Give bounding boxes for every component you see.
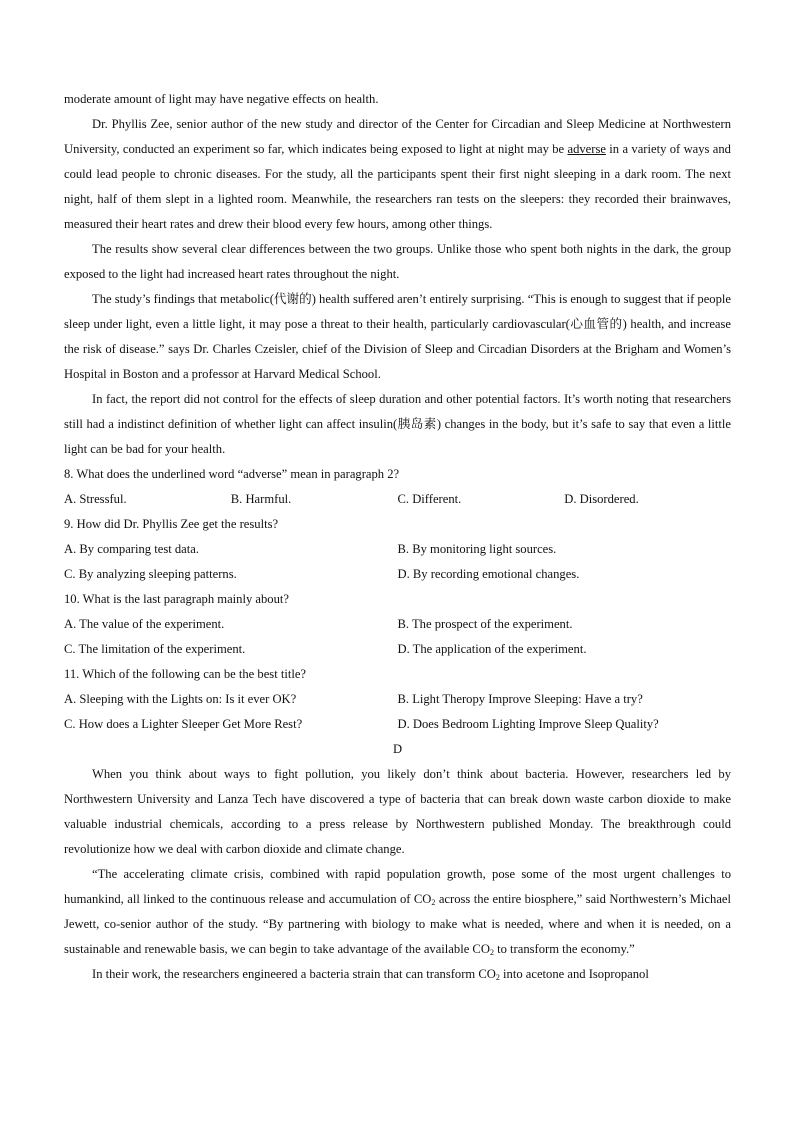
paragraph-d-3 [64,962,731,987]
paragraph-c-4: In fact, the report did not control for the effects of sleep duration and other potential factors. It’s worth noting that researchers still had a indistinct definition of whether light can affect insulin(胰岛素) changes in the body, but it’s safe to say that even a little light can be bad for your health. [64,392,731,456]
question-11-option-b: B. Light Theropy Improve Sleeping: Have a try? [397,692,643,706]
underlined-word: adverse [567,142,606,156]
question-11-options-row1 [64,687,731,712]
subscript-2: 2 [489,948,494,957]
question-10-option-b: B. The prospect of the experiment. [397,617,573,631]
paragraph-d-2-text-c: to transform the economy.” [493,942,635,956]
question-10-stem: 10. What is the last paragraph mainly about? [64,592,289,606]
question-8-options [64,487,731,512]
question-8-option-a: A. Stressful. [64,492,127,506]
question-11-option-a: A. Sleeping with the Lights on: Is it ever OK? [64,692,297,706]
question-11-option-c: C. How does a Lighter Sleeper Get More Rest? [64,717,303,731]
subscript-2: 2 [431,898,436,907]
question-8-option-c: C. Different. [397,492,462,506]
paragraph-d-3-text-a: In their work, the researchers engineered a bacteria strain that can transform CO [92,967,496,981]
paragraph-c-1-text-a: Dr. Phyllis Zee, senior author of the new study and director of the Center for Circadian and Sleep Medicine at Northwestern University, conducted an experiment so far, which indicates being exposed to light at night may be [64,117,731,156]
paragraph-c-3: The study’s findings that metabolic(代谢的) health suffered aren’t entirely surprising. “This is enough to suggest that if people sleep under light, even a little light, it may pose a threat to their health, particularly cardiovascular(心血管的) health, and increase the risk of disease.” says Dr. Charles Czeisler, chief of the Division of Sleep and Circadian Disorders at the Brigham and Women’s Hospital in Boston and a professor at Harvard Medical School. [64,292,731,381]
question-8-option-d: D. Disordered. [564,492,639,506]
paragraph-d-1: When you think about ways to fight pollution, you likely don’t think about bacteria. However, researchers led by Northwestern University and Lanza Tech have discovered a type of bacteria that can break down waste carbon dioxide to make valuable industrial chemicals, according to a press release by Northwestern published Monday. The breakthrough could revolutionize how we deal with carbon dioxide and climate change. [64,767,731,856]
question-10-option-c: C. The limitation of the experiment. [64,642,246,656]
question-8-stem: 8. What does the underlined word “adverse” mean in paragraph 2? [64,467,400,481]
question-9-option-d: D. By recording emotional changes. [397,567,580,581]
question-9-options-row2 [64,562,731,587]
question-11-options-row2 [64,712,731,737]
question-9-stem: 9. How did Dr. Phyllis Zee get the results? [64,517,279,531]
paragraph-d-2 [64,862,731,962]
paragraph-d-2-text-b: across the entire biosphere,” said Northwestern’s Michael Jewett, co-senior author of the study. “By partnering with biology to make what is needed, where and when it is needed, on a sustainable and renewable basis, we can begin to take advantage of the available CO [64,892,731,956]
question-10-options-row2 [64,637,731,662]
paragraph-c-2: The results show several clear differences between the two groups. Unlike those who spent both nights in the dark, the group exposed to the light had increased heart rates throughout the night. [64,242,731,281]
question-9-options-row1 [64,537,731,562]
question-10-option-a: A. The value of the experiment. [64,617,225,631]
question-11-option-d: D. Does Bedroom Lighting Improve Sleep Quality? [397,717,659,731]
question-11-stem: 11. Which of the following can be the best title? [64,667,307,681]
paragraph-c-1 [64,112,731,237]
paragraph-c-0: moderate amount of light may have negative effects on health. [64,92,379,106]
question-9-option-a: A. By comparing test data. [64,542,200,556]
question-10-option-d: D. The application of the experiment. [397,642,587,656]
question-8-option-b: B. Harmful. [230,492,292,506]
question-9-option-b: B. By monitoring light sources. [397,542,557,556]
question-9-option-c: C. By analyzing sleeping patterns. [64,567,237,581]
paragraph-d-3-text-b: into acetone and Isopropanol [499,967,649,981]
question-10-options-row1 [64,612,731,637]
document-page [64,87,731,987]
paragraph-c-1-text-b: in a variety of ways and could lead people to chronic diseases. For the study, all the participants spent their first night sleeping in a dark room. The next night, half of them slept in a lighted room. Meanwhile, the researchers ran tests on the sleepers: they recorded their brainwaves, measured their heart rates and drew their blood every few hours, among other things. [64,142,731,231]
paragraph-d-2-text-a: “The accelerating climate crisis, combined with rapid population growth, pose some of the most urgent challenges to humankind, all linked to the continuous release and accumulation of CO [64,867,731,906]
passage-d-heading: D [392,742,403,756]
subscript-2: 2 [495,973,500,982]
